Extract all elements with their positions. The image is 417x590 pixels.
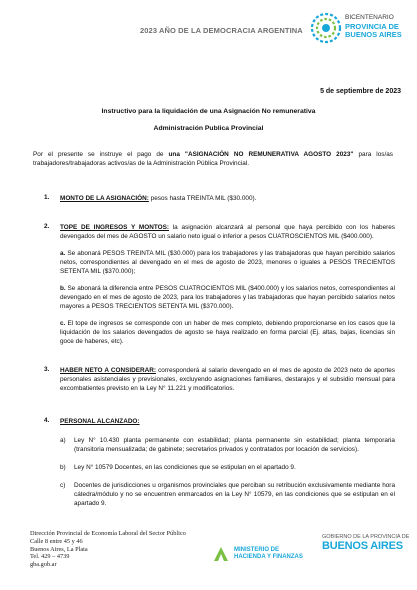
section2-b-text: Se abonará la diferencia entre PESOS CUATROCIENTOS MIL ($400.000) y los salarios netos, correspondientes al devengado en el mes de agosto de 2023, para los trabajadores y las trabajadoras que hayan percibido salarios netos mayores a PESOS TRECIENTOS SETENTA MIL ($370.000).: [60, 285, 395, 310]
footer-line1: Dirección Provincial de Economía Laboral del Sector Público: [30, 530, 186, 537]
section2-a-text: Se abonará PESOS TREINTA MIL ($30.000) para los trabajadores y las trabajadoras que hayan percibido salarios netos, correspondientes al devengado en el mes de agosto de 2023, menores o iguales a PESOS TRECIENTOS SETENTA MIL ($370.000);: [60, 250, 395, 275]
footer-address: [30, 530, 186, 569]
intro-post: para los/as trabajadores/trabajadoras activos/as de la Administración Pública Provincial.: [33, 151, 393, 167]
section2-number: 2.: [44, 223, 50, 230]
section1: [60, 194, 395, 203]
footer-line2: Calle 8 entre 45 y 46: [30, 537, 83, 545]
section4-c-label: c): [60, 482, 66, 489]
logo-line3: BUENOS AIRES: [345, 30, 402, 39]
section1-number: 1.: [44, 194, 50, 201]
section2-heading: TOPE DE INGRESOS Y MONTOS:: [60, 224, 169, 231]
section3-heading: HABER NETO A CONSIDERAR:: [60, 367, 156, 374]
section4-number: 4.: [44, 417, 50, 424]
section4-heading: PERSONAL ALCANZADO:: [60, 418, 140, 425]
section2-a-label: a.: [60, 250, 66, 257]
section4-c-text: Docentes de jurisdicciones u organismos provinciales que perciban su retribución exclusivamente mediante hora cátedra/módulo y no se encuentren enmarcados en la Ley N° 10579, en las condiciones que se estipulan en el apartado 9.: [74, 482, 395, 507]
intro-bold: una "ASIGNACIÓN NO REMUNERATIVA AGOSTO 2023": [168, 151, 354, 158]
section2-b-label: b.: [60, 285, 66, 292]
ministry-logo: [212, 545, 303, 563]
bicentenario-logo-icon: [309, 11, 343, 45]
document-subtitle: Administración Publica Provincial: [153, 125, 264, 132]
section3-number: 3.: [44, 366, 50, 373]
ministry-line1: MINISTERIO DE: [234, 547, 280, 553]
section1-text: pesos hasta TREINTA MIL ($30.000).: [148, 195, 257, 202]
section4-b-label: b): [60, 464, 66, 471]
logo-line1: BICENTENARIO: [345, 14, 394, 21]
document-title: Instructivo para la liquidación de una Asignación No remunerativa: [101, 108, 316, 115]
section4-a-text: Ley N° 10.430 planta permanente con estabilidad; planta permanente sin estabilidad; planta temporaria (transitoria mensualizada; de gabinete; secretarios privados y contratados por locación de servicios).: [74, 437, 395, 453]
year-banner: 2023 AÑO DE LA DEMOCRACIA ARGENTINA: [140, 26, 303, 35]
section2-c-label: c.: [60, 320, 66, 327]
section3-text: corresponderá al salario devengado en el mes de agosto de 2023 neto de aportes personales asistenciales y previsionales, excluyendo asignaciones familiares, destarajos y el subsidio mensual para excombatientes previsto en la Ley N° 11.221 y modificatorios.: [60, 367, 395, 392]
section2-item-b: [60, 284, 395, 311]
section4-a-label: a): [60, 437, 66, 444]
intro-pre: Por el presente se instruye el pago de: [33, 151, 169, 158]
logo-line2: PROVINCIA DE: [345, 21, 399, 31]
ministry-line2: HACIENDA Y FINANZAS: [234, 554, 303, 560]
footer-line4: Tel. 429 – 4739: [30, 553, 70, 561]
ministry-emblem-icon: [212, 545, 230, 563]
document-date: 5 de septiembre de 2023: [320, 88, 401, 95]
section4-b-text: Ley N° 10579 Docentes, en las condiciones que se estipulan en el apartado 9.: [74, 464, 296, 471]
gobierno-logo: [322, 534, 409, 552]
section2-c-text: El tope de ingresos se corresponde con un haber de mes completo, debiendo proporcionarse en los casos que la liquidación de los salarios devengados de agosto se haya realizado en forma parcial (Ej. altas, bajas, licencias sin goce de haberes, etc).: [60, 320, 395, 345]
section2-item-c: [60, 319, 395, 346]
intro-paragraph: [33, 150, 393, 168]
footer-line3: Buenos Aires, La Plata: [30, 545, 88, 553]
section2: [60, 223, 395, 241]
gobierno-line1: GOBIERNO DE LA PROVINCIA DE: [322, 534, 410, 540]
bicentenario-logo-text: [345, 14, 402, 40]
section2-text: la asignación alcanzará al personal que haya percibido con los haberes devengados del mes de AGOSTO un salario neto igual o inferior a pesos CUATROSCIENTOS MIL ($400.000).: [60, 224, 396, 240]
section3: [60, 366, 395, 393]
section1-heading: MONTO DE LA ASIGNACIÓN:: [60, 195, 149, 202]
gobierno-line2: BUENOS AIRES: [322, 540, 403, 552]
section2-item-a: [60, 249, 395, 276]
section4-heading-wrap: [60, 417, 395, 426]
footer-line5: gba.gob.ar: [30, 561, 57, 569]
